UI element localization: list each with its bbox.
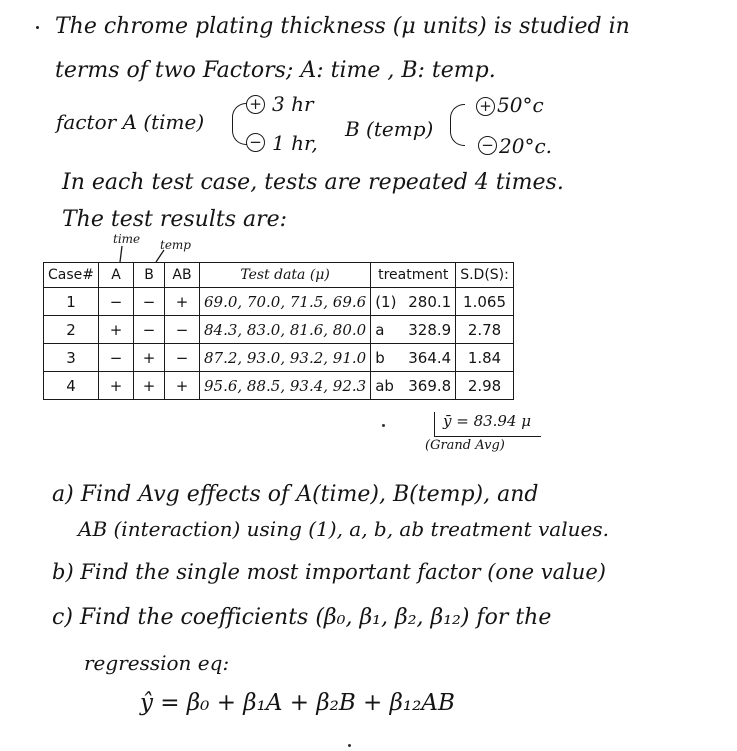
test-results-table [43,262,514,400]
factor-b-plus-symbol: + [476,97,495,116]
regression-equation: ŷ = β₀ + β₁A + β₂B + β₁₂AB [140,690,455,716]
annotation-time: time [113,232,141,246]
cell-case: 1 [44,288,99,316]
question-b: b) Find the single most important factor (one value) [52,560,606,584]
grand-average-label: (Grand Avg) [425,438,505,453]
cell-treatment [371,316,456,344]
table-row [44,316,514,344]
intro-line-2: terms of two Factors; A: time , B: temp. [55,58,496,83]
question-c-line-1: c) Find the coefficients (β₀, β₁, β₂, β₁₂) for the [52,605,552,630]
cell-case: 2 [44,316,99,344]
cell-ab: − [165,316,200,344]
cell-a: − [99,344,134,372]
header-sd: S.D(S): [456,263,514,288]
cell-sd: 1.065 [456,288,514,316]
treatment-total: 369.8 [408,376,452,395]
cell-treatment [371,288,456,316]
cell-b: − [134,288,165,316]
treatment-label: b [375,348,385,367]
factor-a-minus-symbol: − [246,133,265,152]
table-row [44,372,514,400]
cell-case: 3 [44,344,99,372]
treatment-total: 364.4 [408,348,452,367]
cell-b: + [134,372,165,400]
cell-a: + [99,372,134,400]
factor-b-label: B (temp) [345,117,434,141]
factor-b-high-level: 50°c [497,93,544,117]
treatment-total: 280.1 [408,292,452,311]
factor-b-minus-symbol: − [478,136,497,155]
stray-dot [348,744,351,747]
factor-a-label: factor A (time) [56,110,205,134]
header-treatment: treatment [371,263,456,288]
cell-b: − [134,316,165,344]
grand-average-value: ȳ = 83.94 μ [443,412,532,430]
cell-treatment [371,372,456,400]
cell-ab: − [165,344,200,372]
cell-case: 4 [44,372,99,400]
cell-test-data: 84.3, 83.0, 81.6, 80.0 [200,316,371,344]
tests-line-2: The test results are: [62,207,288,232]
factor-a-low-level: 1 hr, [272,131,318,155]
treatment-label: (1) [375,292,397,311]
cell-b: + [134,344,165,372]
factor-a-high-level: 3 hr [272,92,314,116]
cell-treatment [371,344,456,372]
annotation-temp: temp [160,238,191,252]
table-row [44,288,514,316]
question-a-line-2: AB (interaction) using (1), a, b, ab treatment values. [78,517,609,541]
cell-sd: 1.84 [456,344,514,372]
header-b: B [134,263,165,288]
stray-dot [382,424,385,427]
cell-ab: + [165,372,200,400]
header-test-data: Test data (μ) [200,263,371,288]
table-row [44,344,514,372]
cell-test-data: 87.2, 93.0, 93.2, 91.0 [200,344,371,372]
cell-sd: 2.78 [456,316,514,344]
header-a: A [99,263,134,288]
treatment-label: ab [375,376,394,395]
grand-average-box [434,412,541,437]
cell-test-data: 95.6, 88.5, 93.4, 92.3 [200,372,371,400]
header-ab: AB [165,263,200,288]
tests-line-1: In each test case, tests are repeated 4 times. [62,170,564,195]
cell-sd: 2.98 [456,372,514,400]
cell-a: + [99,316,134,344]
factor-b-low-level: 20°c. [499,134,553,158]
cell-test-data: 69.0, 70.0, 71.5, 69.6 [200,288,371,316]
treatment-total: 328.9 [408,320,452,339]
header-case: Case# [44,263,99,288]
cell-ab: + [165,288,200,316]
cell-a: − [99,288,134,316]
factor-a-plus-symbol: + [246,95,265,114]
treatment-label: a [375,320,385,339]
table-header-row [44,263,514,288]
intro-line-1: The chrome plating thickness (μ units) is studied in [55,14,630,39]
question-c-line-2: regression eq: [84,651,230,675]
question-a-line-1: a) Find Avg effects of A(time), B(temp), and [52,482,539,507]
